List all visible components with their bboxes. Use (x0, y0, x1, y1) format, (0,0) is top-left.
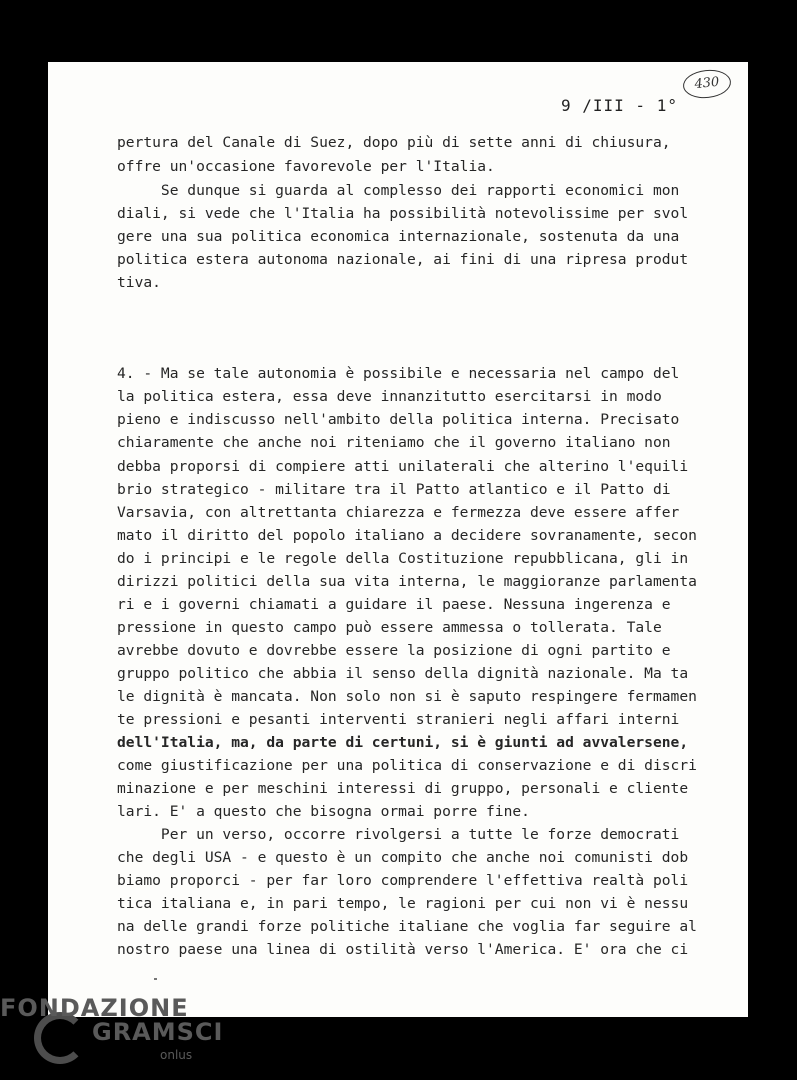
text-line: chiaramente che anche noi riteniamo che il governo italiano non (117, 434, 671, 451)
text-line: te pressioni e pesanti interventi stranieri negli affari interni (117, 711, 680, 728)
text-line: tiva. (117, 274, 161, 291)
text-line: avrebbe dovuto e dovrebbe essere la posizione di ogni partito e (117, 642, 671, 659)
watermark-onlus: onlus (160, 1048, 193, 1062)
folio-number: 430 (682, 68, 733, 101)
text-line: biamo proporci - per far loro comprendere l'effettiva realtà poli (117, 872, 689, 889)
watermark-fondazione: FONDAZIONE (0, 994, 189, 1022)
text-line: diali, si vede che l'Italia ha possibilità notevolissime per svol (117, 205, 689, 222)
text-line: mato il diritto del popolo italiano a decidere sovranamente, secon (117, 527, 697, 544)
text-line: dirizzi politici della sua vita interna, le maggioranze parlamenta (117, 573, 697, 590)
text-line: 4. - Ma se tale autonomia è possibile e necessaria nel campo del (117, 365, 680, 382)
text-line: la politica estera, essa deve innanzitutto esercitarsi in modo (117, 388, 662, 405)
text-line: tica italiana e, in pari tempo, le ragioni per cui non vi è nessu (117, 895, 689, 912)
text-line: Se dunque si guarda al complesso dei rapporti economici mon (117, 182, 680, 199)
text-line: pertura del Canale di Suez, dopo più di sette anni di chiusura, (117, 134, 671, 151)
text-line: Per un verso, occorre rivolgersi a tutte le forze democrati (117, 826, 680, 843)
text-line: politica estera autonoma nazionale, ai fini di una ripresa produt (117, 251, 689, 268)
text-line: do i principi e le regole della Costituzione repubblicana, gli in (117, 550, 689, 567)
text-line: che degli USA - e questo è un compito che anche noi comunisti dob (117, 849, 689, 866)
text-line: dell'Italia, ma, da parte di certuni, si è giunti ad avvalersene, (117, 734, 689, 751)
page-reference: 9 /III - 1° (561, 96, 678, 115)
text-line: pressione in questo campo può essere ammessa o tollerata. Tale (117, 619, 662, 636)
text-line: debba proporsi di compiere atti unilaterali che alterino l'equili (117, 458, 689, 475)
text-line: pieno e indiscusso nell'ambito della politica interna. Precisato (117, 411, 680, 428)
margin-mark (154, 978, 157, 980)
text-line: come giustificazione per una politica di conservazione e di discri (117, 757, 697, 774)
text-line: minazione e per meschini interessi di gruppo, personali e cliente (117, 780, 689, 797)
text-line: gruppo politico che abbia il senso della dignità nazionale. Ma ta (117, 665, 689, 682)
text-line: na delle grandi forze politiche italiane che voglia far seguire al (117, 918, 697, 935)
text-line: gere una sua politica economica internazionale, sostenuta da una (117, 228, 680, 245)
text-line: lari. E' a questo che bisogna ormai porre fine. (117, 803, 530, 820)
text-line: le dignità è mancata. Non solo non si è saputo respingere fermamen (117, 688, 697, 705)
text-line: offre un'occasione favorevole per l'Italia. (117, 158, 495, 175)
text-line: brio strategico - militare tra il Patto atlantico e il Patto di (117, 481, 671, 498)
watermark-gramsci: GRAMSCI (92, 1018, 224, 1046)
text-line: nostro paese una linea di ostilità verso l'America. E' ora che ci (117, 941, 689, 958)
text-line: Varsavia, con altrettanta chiarezza e fermezza deve essere affer (117, 504, 680, 521)
text-line: ri e i governi chiamati a guidare il paese. Nessuna ingerenza e (117, 596, 671, 613)
